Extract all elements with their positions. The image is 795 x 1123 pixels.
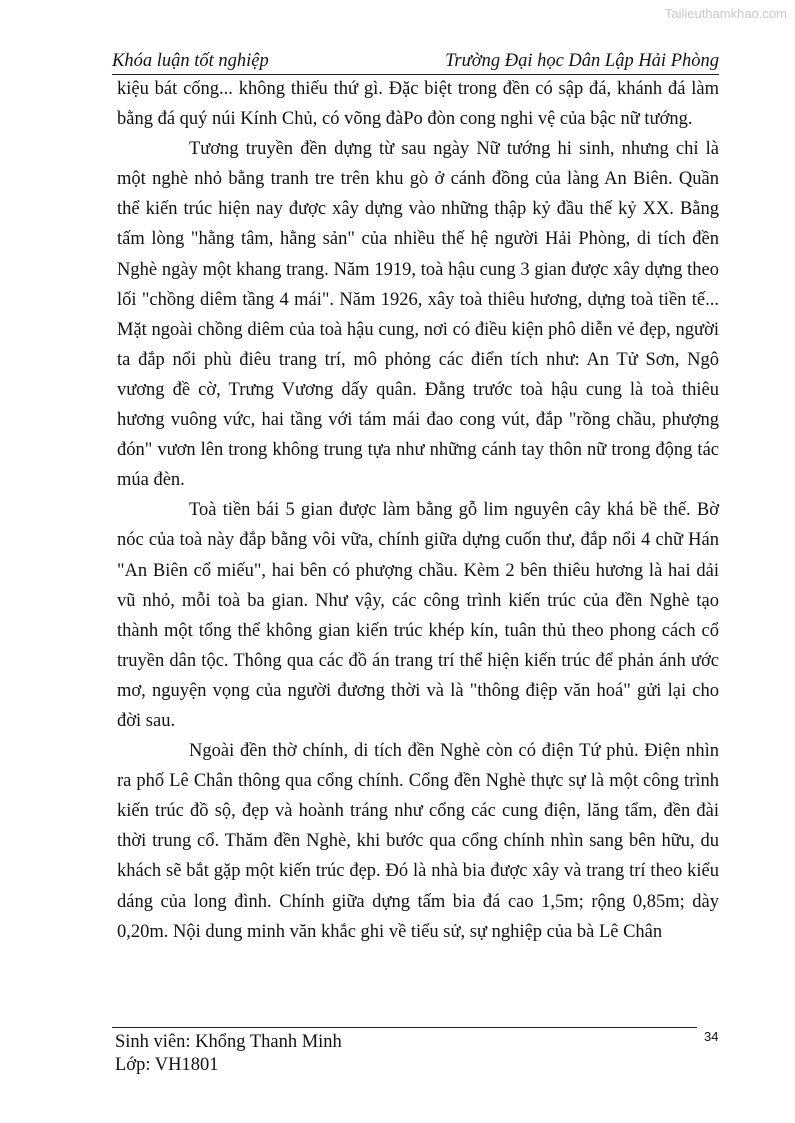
header-thesis-label: Khóa luận tốt nghiệp (112, 51, 269, 71)
paragraph-tien-bai: Toà tiền bái 5 gian được làm bằng gỗ lim nguyên cây khá bề thế. Bờ nóc của toà này đắp bằng vôi vữa, chính giữa dựng cuốn thư, đắp nổi 4 chữ Hán "An Biên cổ miếu", hai bên có phượng chầu. Kèm 2 bên thiêu hương là hai dải vũ nhỏ, mỗi toà ba gian. Như vậy, các công trình kiến trúc của đền Nghè tạo thành một tổng thể không gian kiến trúc khép kín, tuân thủ theo phong cách cổ truyền dân tộc. Thông qua các đồ án trang trí thể hiện kiến trúc để phản ánh ước mơ, nguyện vọng của người đương thời và là "thông điệp văn hoá" gửi lại cho đời sau. (117, 500, 719, 731)
paragraph-continuation: kiệu bát cống... không thiếu thứ gì. Đặc biệt trong đền có sập đá, khánh đá làm bằng đá quý núi Kính Chủ, có võng đàPo đòn cong nghi vệ của bậc nữ tướng. (117, 79, 719, 130)
footer-class: Lớp: VH1801 (115, 1055, 219, 1075)
page-number: 34 (704, 1029, 719, 1044)
page-footer (115, 1031, 342, 1077)
footer-student-name: Sinh viên: Khổng Thanh Minh (115, 1032, 342, 1052)
watermark-text: Tailieuthamkhao.com (664, 6, 787, 21)
paragraph-history: Tương truyền đền dựng từ sau ngày Nữ tướng hi sinh, nhưng chỉ là một nghè nhỏ bằng tranh tre trên khu gò ở cánh đồng của làng An Biên. Quần thể kiến trúc hiện nay được xây dựng vào những thập kỷ đầu thế kỷ XX. Bằng tấm lòng "hằng tâm, hằng sản" của nhiều thế hệ người Hải Phòng, di tích đền Nghè ngày một khang trang. Năm 1919, toà hậu cung 3 gian được xây dựng theo lối "chồng diêm tầng 4 mái". Năm 1926, xây toà thiêu hương, dựng toà tiền tế... Mặt ngoài chồng diêm của toà hậu cung, nơi có điều kiện phô diễn vẻ đẹp, người ta đắp nổi phù điêu trang trí, mô phỏng các điển tích như: An Tử Sơn, Ngô vương đề cờ, Trưng Vương dấy quân. Đằng trước toà hậu cung là toà thiêu hương vuông vức, hai tầng với tám mái đao cong vút, đắp "rồng chầu, phượng đón" vươn lên trong không trung tựa như những cánh tay thôn nữ trong động tác múa đèn. (117, 139, 719, 491)
header-university-name: Trường Đại học Dân Lập Hải Phòng (445, 51, 719, 71)
page-header (112, 50, 719, 75)
paragraph-dien-tu-phu: Ngoài đền thờ chính, di tích đền Nghè còn có điện Tứ phủ. Điện nhìn ra phố Lê Chân thông qua cổng chính. Cổng đền Nghè thực sự là một công trình kiến trúc đồ sộ, đẹp và hoành tráng như cổng các cung điện, lăng tẩm, đền đài thời trung cổ. Thăm đền Nghè, khi bước qua cổng chính nhìn sang bên hữu, du khách sẽ bắt gặp một kiến trúc đẹp. Đó là nhà bia được xây và trang trí theo kiểu dáng của long đình. Chính giữa dựng tấm bia đá cao 1,5m; rộng 0,85m; dày 0,20m. Nội dung minh văn khắc ghi về tiểu sử, sự nghiệp của bà Lê Chân (117, 741, 719, 942)
body-text (117, 74, 719, 947)
footer-divider (112, 1027, 697, 1028)
